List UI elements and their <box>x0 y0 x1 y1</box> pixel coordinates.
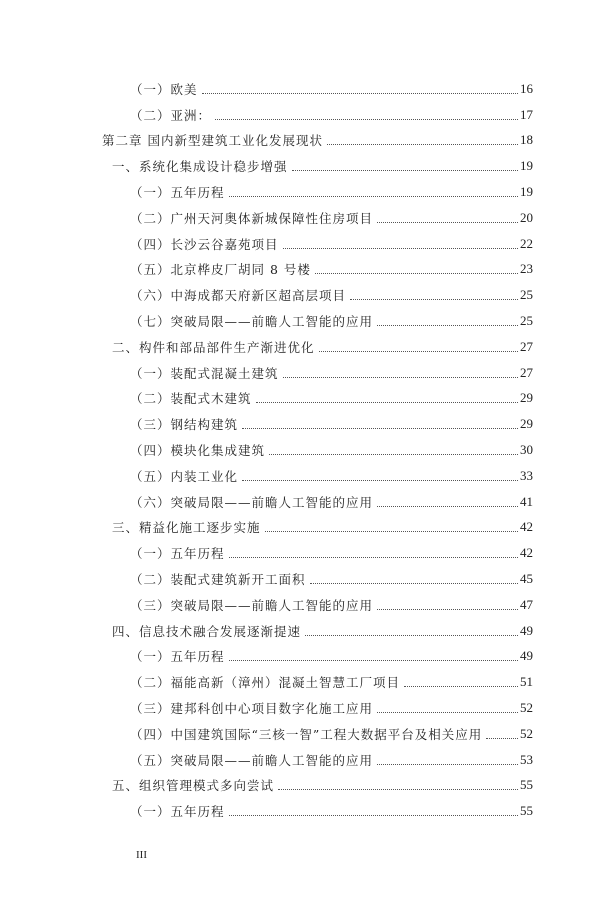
toc-entry[interactable] <box>0 721 615 747</box>
toc-entry-page: 45 <box>520 571 533 587</box>
toc-entry-page: 52 <box>520 725 533 741</box>
toc-entry[interactable] <box>0 153 615 179</box>
toc-entry-page: 17 <box>520 106 533 122</box>
toc-entry-label: （五）突破局限——前瞻人工智能的应用 <box>130 752 374 768</box>
toc-entry[interactable] <box>0 798 615 824</box>
toc-entry-page: 53 <box>520 751 533 767</box>
dot-leader <box>229 814 518 816</box>
toc-entry-label: 第二章 国内新型建筑工业化发展现状 <box>102 133 323 149</box>
dot-leader <box>310 582 518 584</box>
toc-entry-label: 一、系统化集成设计稳步增强 <box>112 159 288 175</box>
toc-entry-page: 51 <box>520 674 533 690</box>
toc-entry-page: 42 <box>520 545 533 561</box>
toc-entry[interactable] <box>0 463 615 489</box>
dot-leader <box>256 401 518 403</box>
toc-entry[interactable] <box>0 489 615 515</box>
toc-entry-label: （五）北京桦皮厂胡同 8 号楼 <box>130 262 311 278</box>
toc-entry-page: 23 <box>520 261 533 277</box>
toc-entry-page: 42 <box>520 519 533 535</box>
toc-entry-page: 29 <box>520 390 533 406</box>
toc-entry[interactable] <box>0 566 615 592</box>
toc-entry-label: （四）长沙云谷嘉苑项目 <box>130 236 279 252</box>
dot-leader <box>377 221 518 223</box>
toc-entry-page: 55 <box>520 777 533 793</box>
toc-entry[interactable] <box>0 205 615 231</box>
toc-entry-label: （一）五年历程 <box>130 185 225 201</box>
dot-leader <box>305 634 518 636</box>
toc-entry-label: （二）广州天河奥体新城保障性住房项目 <box>130 210 374 226</box>
dot-leader <box>278 788 518 790</box>
toc-entry-label: 五、组织管理模式多向尝试 <box>112 778 275 794</box>
toc-entry-label: （三）钢结构建筑 <box>130 417 239 433</box>
dot-leader <box>319 350 518 352</box>
toc-entry-label: 四、信息技术融合发展逐渐提速 <box>112 623 302 639</box>
toc-entry[interactable] <box>0 695 615 721</box>
toc-entry-label: （六）突破局限——前瞻人工智能的应用 <box>130 494 374 510</box>
dot-leader <box>229 556 518 558</box>
toc-entry-label: （四）模块化集成建筑 <box>130 443 266 459</box>
dot-leader <box>269 453 518 455</box>
toc-entry-page: 41 <box>520 493 533 509</box>
toc-entry-label: （一）五年历程 <box>130 804 225 820</box>
toc-entry-label: 二、构件和部品部件生产渐进优化 <box>112 339 315 355</box>
toc-entry[interactable] <box>0 437 615 463</box>
toc-entry-label: 三、精益化施工逐步实施 <box>112 520 261 536</box>
toc-entry[interactable] <box>0 128 615 154</box>
toc-entry-label: （四）中国建筑国际“三核一智”工程大数据平台及相关应用 <box>130 726 483 742</box>
toc-entry-page: 20 <box>520 209 533 225</box>
dot-leader <box>327 143 518 145</box>
toc-entry-label: （一）五年历程 <box>130 546 225 562</box>
toc-entry[interactable] <box>0 231 615 257</box>
toc-entry-label: （六）中海成都天府新区超高层项目 <box>130 288 347 304</box>
toc-entry-page: 47 <box>520 596 533 612</box>
toc-entry[interactable] <box>0 618 615 644</box>
dot-leader <box>265 530 518 532</box>
toc-entry[interactable] <box>0 592 615 618</box>
toc-entry-page: 52 <box>520 700 533 716</box>
dot-leader <box>283 247 518 249</box>
toc-entry-page: 55 <box>520 803 533 819</box>
dot-leader <box>283 376 518 378</box>
toc-entry[interactable] <box>0 515 615 541</box>
table-of-contents <box>0 76 615 824</box>
dot-leader <box>377 711 518 713</box>
dot-leader <box>315 272 518 274</box>
dot-leader <box>377 763 518 765</box>
toc-entry-page: 27 <box>520 338 533 354</box>
dot-leader <box>486 737 518 739</box>
dot-leader <box>229 195 518 197</box>
toc-entry-page: 22 <box>520 235 533 251</box>
toc-entry[interactable] <box>0 360 615 386</box>
toc-entry-label: （七）突破局限——前瞻人工智能的应用 <box>130 314 374 330</box>
toc-entry-page: 25 <box>520 313 533 329</box>
toc-entry-page: 25 <box>520 287 533 303</box>
toc-entry-label: （一）装配式混凝土建筑 <box>130 365 279 381</box>
toc-entry[interactable] <box>0 179 615 205</box>
toc-entry[interactable] <box>0 257 615 283</box>
toc-entry-page: 16 <box>520 80 533 96</box>
toc-entry-page: 18 <box>520 132 533 148</box>
dot-leader <box>377 324 518 326</box>
toc-entry[interactable] <box>0 102 615 128</box>
toc-entry-label: （二）亚洲： <box>130 107 212 123</box>
dot-leader <box>229 659 518 661</box>
dot-leader <box>242 427 518 429</box>
toc-entry-label: （一）欧美 <box>130 81 198 97</box>
toc-entry-label: （一）五年历程 <box>130 649 225 665</box>
dot-leader <box>242 479 518 481</box>
dot-leader <box>215 118 518 120</box>
toc-entry-label: （二）福能高新（漳州）混凝土智慧工厂项目 <box>130 675 401 691</box>
page-number: III <box>136 849 147 861</box>
toc-entry[interactable] <box>0 282 615 308</box>
dot-leader <box>377 608 518 610</box>
dot-leader <box>350 298 518 300</box>
toc-entry-label: （五）内装工业化 <box>130 468 239 484</box>
toc-entry[interactable] <box>0 386 615 412</box>
toc-entry-label: （三）突破局限——前瞻人工智能的应用 <box>130 597 374 613</box>
toc-entry-page: 33 <box>520 467 533 483</box>
toc-entry-page: 27 <box>520 364 533 380</box>
toc-entry-page: 49 <box>520 622 533 638</box>
dot-leader <box>404 685 518 687</box>
toc-entry-label: （二）装配式建筑新开工面积 <box>130 572 306 588</box>
toc-entry[interactable] <box>0 411 615 437</box>
dot-leader <box>202 92 518 94</box>
toc-entry-label: （三）建邦科创中心项目数字化施工应用 <box>130 701 374 717</box>
toc-entry-page: 49 <box>520 648 533 664</box>
toc-entry-page: 19 <box>520 184 533 200</box>
dot-leader <box>292 169 518 171</box>
toc-entry[interactable] <box>0 540 615 566</box>
toc-entry-label: （二）装配式木建筑 <box>130 391 252 407</box>
toc-entry-page: 19 <box>520 158 533 174</box>
toc-entry[interactable] <box>0 747 615 773</box>
toc-entry[interactable] <box>0 308 615 334</box>
toc-entry[interactable] <box>0 773 615 799</box>
toc-entry[interactable] <box>0 76 615 102</box>
dot-leader <box>377 505 518 507</box>
toc-entry[interactable] <box>0 644 615 670</box>
toc-entry[interactable] <box>0 334 615 360</box>
toc-entry[interactable] <box>0 669 615 695</box>
toc-entry-page: 30 <box>520 442 533 458</box>
toc-entry-page: 29 <box>520 416 533 432</box>
